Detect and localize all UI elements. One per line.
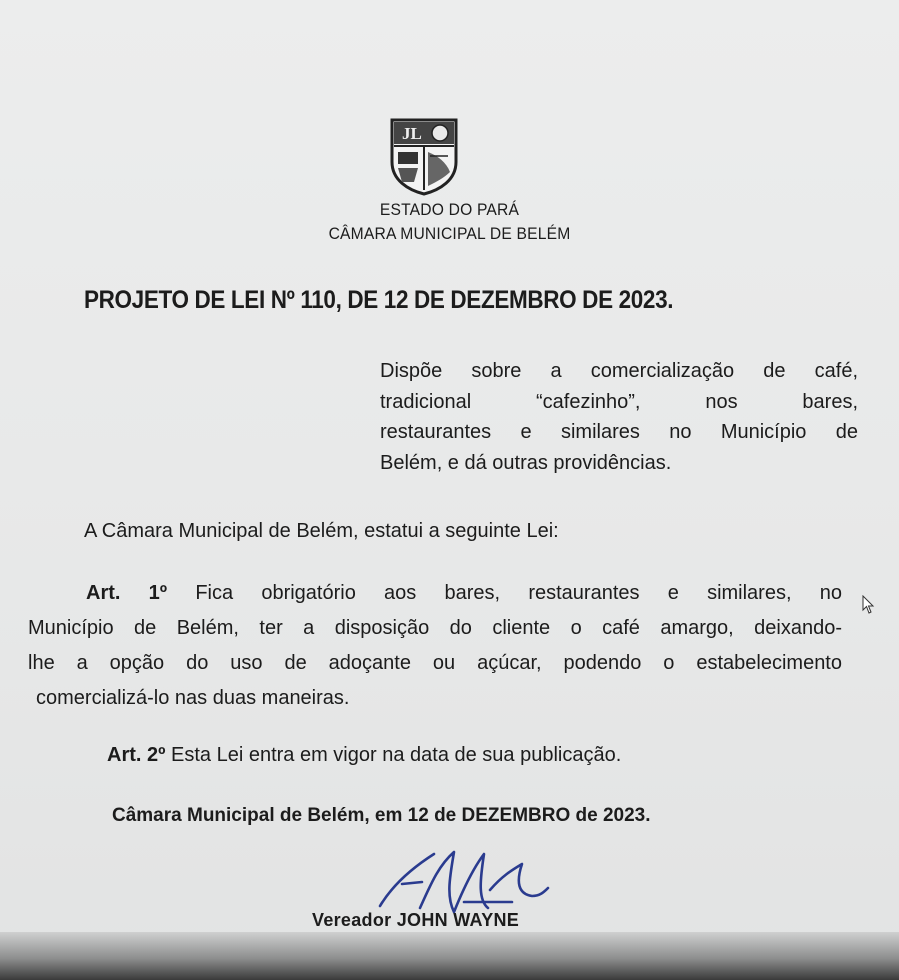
article-1 bbox=[28, 576, 842, 716]
signatory-name: Vereador JOHN WAYNE bbox=[312, 910, 520, 930]
article-1-text: Fica obrigatório aos bares, restaurantes e similares, no bbox=[195, 582, 842, 604]
ementa-line: restaurantes e similares no Município de bbox=[380, 421, 858, 443]
article-1-line: lhe a opção do uso de adoçante ou açúcar, podendo o estabelecimento bbox=[28, 652, 842, 674]
article-2-label: Art. 2º bbox=[107, 744, 166, 766]
crest-monogram: JL bbox=[402, 124, 422, 143]
date-line: Câmara Municipal de Belém, em 12 de DEZEMBRO de 2023. bbox=[112, 805, 651, 826]
mouse-cursor-icon bbox=[862, 595, 876, 615]
article-1-line bbox=[28, 576, 842, 611]
header-chamber: CÂMARA MUNICIPAL DE BELÉM bbox=[328, 224, 571, 243]
article-1-line: Município de Belém, ter a disposição do cliente o café amargo, deixando- bbox=[28, 617, 842, 639]
article-1-line: comercializá-lo nas duas maneiras. bbox=[36, 687, 350, 709]
ementa-line: Dispõe sobre a comercialização de café, bbox=[380, 360, 858, 382]
article-2-text: Esta Lei entra em vigor na data de sua publicação. bbox=[171, 744, 622, 766]
article-2 bbox=[107, 744, 621, 767]
municipal-crest-icon bbox=[388, 116, 460, 196]
screen-bottom-bezel bbox=[0, 932, 899, 980]
header-state: ESTADO DO PARÁ bbox=[379, 200, 520, 219]
article-1-label: Art. 1º bbox=[86, 582, 168, 604]
document-title: PROJETO DE LEI Nº 110, DE 12 DE DEZEMBRO DE 2023. bbox=[84, 286, 674, 314]
ementa bbox=[380, 356, 858, 478]
ementa-line: Belém, e dá outras providências. bbox=[380, 451, 672, 474]
enacting-clause: A Câmara Municipal de Belém, estatui a seguinte Lei: bbox=[84, 520, 559, 542]
ementa-line: tradicional “cafezinho”, nos bares, bbox=[380, 390, 858, 413]
